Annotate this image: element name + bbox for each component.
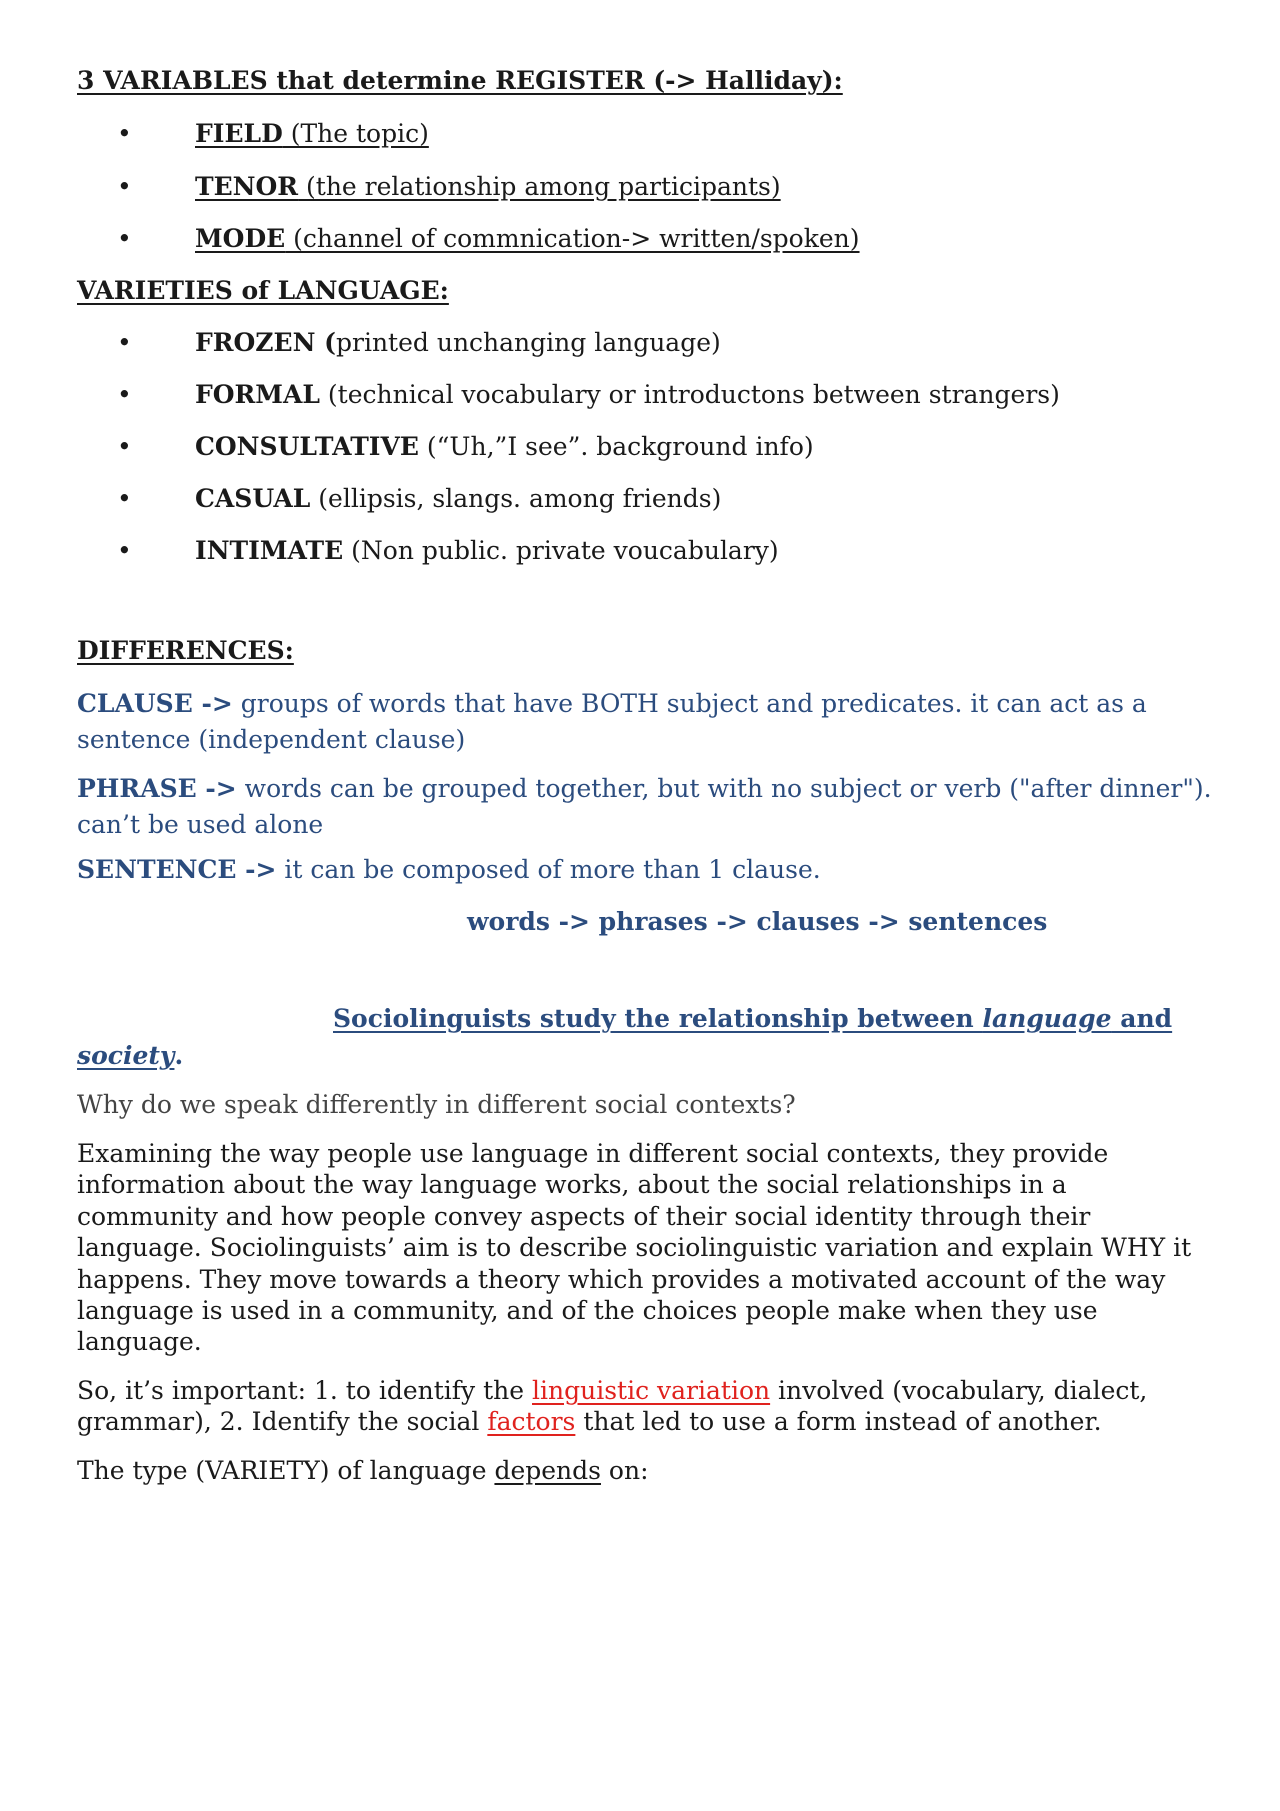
socio-title xyxy=(333,1004,1172,1033)
register-desc: (The topic) xyxy=(282,119,429,148)
sentence-term: SENTENCE -> xyxy=(77,855,277,884)
depends-word: depends xyxy=(494,1456,601,1485)
phrase-text-line2: can’t be used alone xyxy=(77,810,324,839)
variety-desc: printed unchanging language) xyxy=(336,328,721,357)
phrase-text-line1: words can be grouped together, but with no subject or verb ("after dinner"). xyxy=(236,774,1212,803)
bullet-icon: • xyxy=(117,172,132,201)
variety-term: INTIMATE xyxy=(195,536,344,565)
type-line-text: The type (VARIETY) of language xyxy=(77,1456,495,1485)
important-text-2: involved (vocabulary, dialect, xyxy=(770,1376,1148,1405)
varieties-heading: VARIETIES of LANGUAGE: xyxy=(77,276,449,305)
bullet-icon: • xyxy=(117,380,132,409)
clause-term: CLAUSE -> xyxy=(77,689,233,718)
clause-text-line2: sentence (independent clause) xyxy=(77,725,466,754)
sentence-definition xyxy=(77,852,1207,888)
register-heading: 3 VARIABLES that determine REGISTER (-> Halliday): xyxy=(77,66,843,95)
variety-term: FROZEN ( xyxy=(195,328,336,357)
socio-paragraph xyxy=(77,1138,1207,1358)
paragraph-line: Examining the way people use language in different social contexts, they provide xyxy=(77,1139,1109,1168)
bullet-icon: • xyxy=(117,432,132,461)
bullet-icon: • xyxy=(117,484,132,513)
socio-title-text: Sociolinguists study the relationship between xyxy=(333,1004,983,1033)
sentence-text: it can be composed of more than 1 clause. xyxy=(276,855,821,884)
variety-desc: (“Uh,”I see”. background info) xyxy=(418,432,814,461)
variety-term: CASUAL xyxy=(195,484,311,513)
important-text-3: grammar), 2. Identify the social xyxy=(77,1407,488,1437)
variety-desc: (technical vocabulary or introductons between strangers) xyxy=(319,380,1060,409)
register-term: FIELD xyxy=(195,119,283,148)
factors-link[interactable]: factors xyxy=(487,1407,576,1437)
socio-title-line2 xyxy=(77,1041,183,1070)
type-line xyxy=(77,1456,649,1485)
clause-definition xyxy=(77,686,1207,758)
socio-title-text-2: and xyxy=(1111,1004,1173,1033)
socio-question: Why do we speak differently in different social contexts? xyxy=(77,1090,796,1119)
variety-term: CONSULTATIVE xyxy=(195,432,419,461)
important-text: So, it’s important: 1. to identify the xyxy=(77,1376,533,1405)
important-paragraph xyxy=(77,1375,1207,1438)
register-desc: (the relationship among participants) xyxy=(298,172,781,201)
bullet-icon: • xyxy=(117,328,132,357)
phrase-term: PHRASE -> xyxy=(77,774,237,803)
paragraph-line: language is used in a community, and of the choices people make when they use xyxy=(77,1296,1098,1326)
bullet-icon: • xyxy=(117,536,132,565)
bullet-icon: • xyxy=(117,119,132,148)
linguistic-variation-link[interactable]: linguistic variation xyxy=(532,1376,771,1405)
differences-heading: DIFFERENCES: xyxy=(77,636,294,665)
important-text-4: that led to use a form instead of another. xyxy=(575,1407,1102,1437)
paragraph-line: information about the way language works, about the social relationships in a xyxy=(77,1170,1067,1200)
socio-title-society: society xyxy=(77,1041,175,1070)
paragraph-line: language. xyxy=(77,1327,202,1357)
type-line-end: on: xyxy=(600,1456,649,1485)
paragraph-line: community and how people convey aspects of their social identity through their xyxy=(77,1201,1091,1231)
register-term: TENOR xyxy=(195,172,299,201)
socio-title-period: . xyxy=(174,1041,184,1070)
hierarchy-chain: words -> phrases -> clauses -> sentences xyxy=(467,907,1048,936)
variety-term: FORMAL xyxy=(195,380,320,409)
socio-title-italic: language xyxy=(982,1004,1112,1033)
bullet-icon: • xyxy=(117,224,132,253)
register-term: MODE xyxy=(195,224,286,253)
paragraph-line: happens. They move towards a theory which provides a motivated account of the way xyxy=(77,1264,1166,1294)
variety-desc: (ellipsis, slangs. among friends) xyxy=(310,484,722,513)
clause-text-line1: groups of words that have BOTH subject and predicates. it can act as a xyxy=(232,689,1147,718)
phrase-definition xyxy=(77,771,1212,843)
register-desc: (channel of commnication-> written/spoken) xyxy=(285,224,860,253)
paragraph-line: language. Sociolinguists’ aim is to describe sociolinguistic variation and explain WHY it xyxy=(77,1233,1192,1263)
variety-desc: (Non public. private voucabulary) xyxy=(343,536,779,565)
